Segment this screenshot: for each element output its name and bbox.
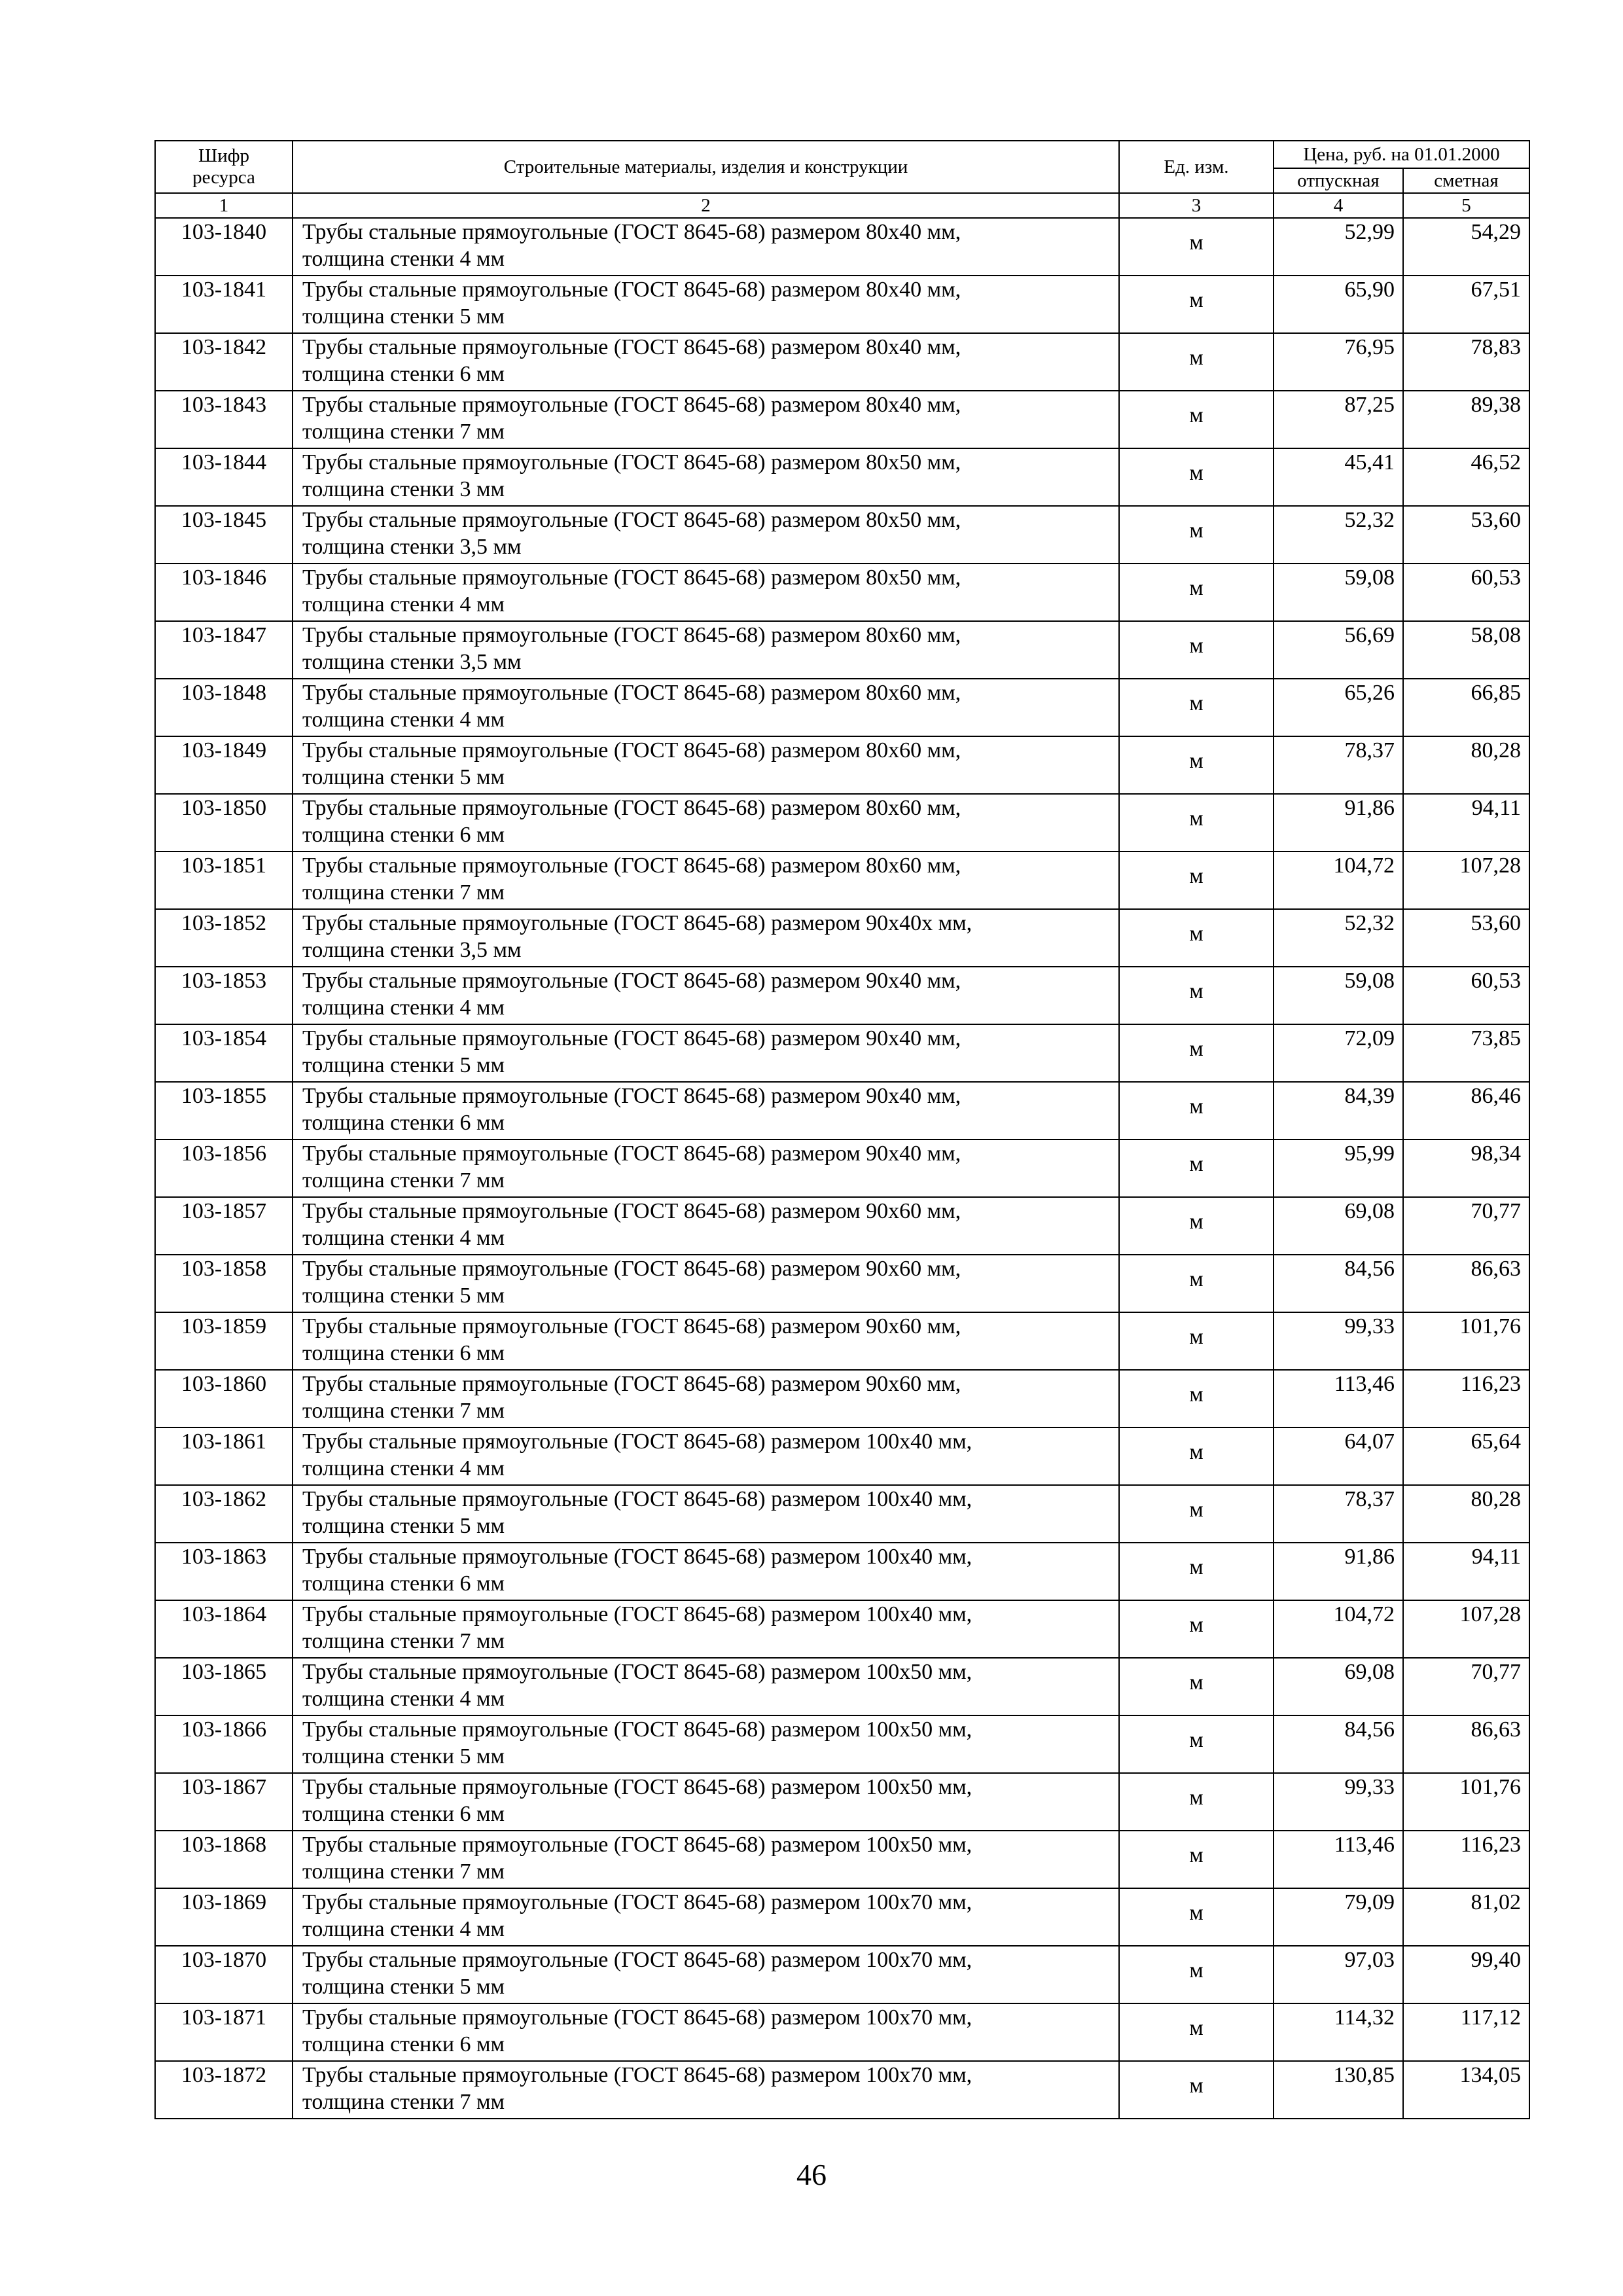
price-release: 65,26 [1274,679,1403,736]
material-name-line-1: Трубы стальные прямоугольные (ГОСТ 8645-68) размером 80х40 мм, [302,335,961,359]
material-name-line-2: толщина стенки 3,5 мм [302,650,522,674]
price-estimate: 81,02 [1403,1888,1529,1946]
table-row [155,679,1529,736]
unit: м [1119,1082,1274,1139]
price-release: 79,09 [1274,1888,1403,1946]
material-name-line-1: Трубы стальные прямоугольные (ГОСТ 8645-68) размером 80х60 мм, [302,623,961,647]
price-release: 104,72 [1274,1600,1403,1658]
material-name-line-1: Трубы стальные прямоугольные (ГОСТ 8645-68) размером 80х40 мм, [302,220,961,244]
material-name-line-2: толщина стенки 7 мм [302,1168,505,1193]
header-name: Строительные материалы, изделия и конструкции [293,141,1119,193]
resource-code: 103-1851 [155,852,293,909]
price-release: 64,07 [1274,1427,1403,1485]
material-name [293,1082,1119,1139]
material-name [293,1255,1119,1312]
resource-code: 103-1854 [155,1024,293,1082]
table-row [155,448,1529,506]
table-header [155,141,1529,218]
material-name-line-1: Трубы стальные прямоугольные (ГОСТ 8645-68) размером 90х60 мм, [302,1314,961,1338]
material-name [293,1715,1119,1773]
price-estimate: 116,23 [1403,1831,1529,1888]
table-row [155,333,1529,391]
resource-code: 103-1842 [155,333,293,391]
material-name-line-1: Трубы стальные прямоугольные (ГОСТ 8645-68) размером 100х40 мм, [302,1602,972,1626]
unit: м [1119,218,1274,276]
price-estimate: 99,40 [1403,1946,1529,2003]
resource-code: 103-1850 [155,794,293,852]
unit: м [1119,1485,1274,1543]
price-release: 113,46 [1274,1370,1403,1427]
header-price-release: отпускная [1274,168,1403,193]
material-name-line-2: толщина стенки 5 мм [302,1514,505,1538]
material-name-line-1: Трубы стальные прямоугольные (ГОСТ 8645-68) размером 100х70 мм, [302,2005,972,2030]
material-name [293,564,1119,621]
price-release: 84,39 [1274,1082,1403,1139]
price-release: 84,56 [1274,1715,1403,1773]
material-name-line-1: Трубы стальные прямоугольные (ГОСТ 8645-68) размером 90х40 мм, [302,1084,961,1108]
table-row [155,621,1529,679]
price-estimate: 116,23 [1403,1370,1529,1427]
table-row [155,506,1529,564]
resource-code: 103-1840 [155,218,293,276]
resource-code: 103-1845 [155,506,293,564]
material-name-line-2: толщина стенки 6 мм [302,1111,505,1135]
material-name-line-1: Трубы стальные прямоугольные (ГОСТ 8645-68) размером 100х50 мм, [302,1717,972,1742]
unit: м [1119,621,1274,679]
unit: м [1119,1658,1274,1715]
unit: м [1119,794,1274,852]
resource-code: 103-1843 [155,391,293,448]
header-col-number-3: 3 [1119,193,1274,218]
material-name-line-1: Трубы стальные прямоугольные (ГОСТ 8645-68) размером 80х60 мм, [302,681,961,705]
material-name-line-2: толщина стенки 6 мм [302,362,505,386]
unit: м [1119,1197,1274,1255]
price-release: 69,08 [1274,1197,1403,1255]
unit: м [1119,1600,1274,1658]
material-name-line-2: толщина стенки 4 мм [302,996,505,1020]
table-row [155,1427,1529,1485]
price-estimate: 107,28 [1403,1600,1529,1658]
header-col-number-5: 5 [1403,193,1529,218]
price-release: 76,95 [1274,333,1403,391]
material-name-line-1: Трубы стальные прямоугольные (ГОСТ 8645-68) размером 90х40х мм, [302,911,972,935]
price-estimate: 89,38 [1403,391,1529,448]
header-col-number-1: 1 [155,193,293,218]
price-estimate: 78,83 [1403,333,1529,391]
material-name-line-2: толщина стенки 3 мм [302,477,505,501]
table-row [155,2061,1529,2119]
price-release: 78,37 [1274,736,1403,794]
resource-code: 103-1852 [155,909,293,967]
price-release: 56,69 [1274,621,1403,679]
table-row [155,1485,1529,1543]
header-price: Цена, руб. на 01.01.2000 [1274,141,1529,168]
price-estimate: 86,46 [1403,1082,1529,1139]
resource-code: 103-1861 [155,1427,293,1485]
resource-code: 103-1870 [155,1946,293,2003]
material-name-line-2: толщина стенки 5 мм [302,1744,505,1768]
resource-code: 103-1848 [155,679,293,736]
price-release: 95,99 [1274,1139,1403,1197]
table-row [155,1888,1529,1946]
unit: м [1119,276,1274,333]
material-name-line-1: Трубы стальные прямоугольные (ГОСТ 8645-68) размером 80х60 мм, [302,853,961,878]
material-name-line-1: Трубы стальные прямоугольные (ГОСТ 8645-68) размером 80х50 мм, [302,565,961,590]
resource-code: 103-1867 [155,1773,293,1831]
price-estimate: 134,05 [1403,2061,1529,2119]
price-release: 130,85 [1274,2061,1403,2119]
material-name-line-1: Трубы стальные прямоугольные (ГОСТ 8645-68) размером 100х40 мм, [302,1487,972,1511]
resource-code: 103-1864 [155,1600,293,1658]
table-row [155,1773,1529,1831]
material-name-line-1: Трубы стальные прямоугольные (ГОСТ 8645-68) размером 90х40 мм, [302,1026,961,1050]
table-row [155,1600,1529,1658]
header-code: Шифр ресурса [155,141,293,193]
unit: м [1119,1139,1274,1197]
material-name-line-2: толщина стенки 6 мм [302,1341,505,1365]
resource-code: 103-1868 [155,1831,293,1888]
material-name-line-2: толщина стенки 4 мм [302,1687,505,1711]
price-estimate: 53,60 [1403,506,1529,564]
resource-code: 103-1855 [155,1082,293,1139]
price-release: 97,03 [1274,1946,1403,2003]
material-name [293,1946,1119,2003]
resource-code: 103-1872 [155,2061,293,2119]
material-name-line-2: толщина стенки 5 мм [302,1975,505,1999]
material-name-line-2: толщина стенки 6 мм [302,823,505,847]
material-name [293,218,1119,276]
material-name-line-2: толщина стенки 5 мм [302,765,505,789]
material-name [293,391,1119,448]
unit: м [1119,1888,1274,1946]
unit: м [1119,679,1274,736]
material-name [293,967,1119,1024]
price-release: 99,33 [1274,1312,1403,1370]
table-body [155,218,1529,2119]
header-unit: Ед. изм. [1119,141,1274,193]
material-name-line-1: Трубы стальные прямоугольные (ГОСТ 8645-68) размером 80х50 мм, [302,450,961,475]
table-row [155,909,1529,967]
material-name-line-2: толщина стенки 7 мм [302,1629,505,1653]
price-release: 59,08 [1274,967,1403,1024]
price-release: 69,08 [1274,1658,1403,1715]
material-name-line-1: Трубы стальные прямоугольные (ГОСТ 8645-68) размером 100х40 мм, [302,1545,972,1569]
unit: м [1119,2061,1274,2119]
material-name [293,736,1119,794]
price-estimate: 66,85 [1403,679,1529,736]
unit: м [1119,506,1274,564]
material-name-line-1: Трубы стальные прямоугольные (ГОСТ 8645-68) размером 80х40 мм, [302,278,961,302]
material-name-line-2: толщина стенки 7 мм [302,2090,505,2114]
price-estimate: 53,60 [1403,909,1529,967]
price-release: 114,32 [1274,2003,1403,2061]
material-name [293,1197,1119,1255]
price-release: 78,37 [1274,1485,1403,1543]
price-estimate: 101,76 [1403,1773,1529,1831]
material-name-line-2: толщина стенки 5 мм [302,1053,505,1077]
material-name-line-1: Трубы стальные прямоугольные (ГОСТ 8645-68) размером 100х70 мм, [302,2063,972,2087]
resource-code: 103-1866 [155,1715,293,1773]
table-row [155,391,1529,448]
price-estimate: 98,34 [1403,1139,1529,1197]
material-name [293,1427,1119,1485]
price-release: 87,25 [1274,391,1403,448]
price-estimate: 94,11 [1403,1543,1529,1600]
material-name-line-1: Трубы стальные прямоугольные (ГОСТ 8645-68) размером 80х60 мм, [302,796,961,820]
page-number: 46 [796,2158,827,2191]
price-release: 113,46 [1274,1831,1403,1888]
unit: м [1119,909,1274,967]
material-name-line-2: толщина стенки 7 мм [302,880,505,905]
material-name-line-2: толщина стенки 7 мм [302,1859,505,1884]
price-table [154,140,1530,2119]
table-row [155,1831,1529,1888]
material-name [293,2003,1119,2061]
material-name-line-2: толщина стенки 6 мм [302,1802,505,1826]
table-row [155,2003,1529,2061]
price-estimate: 67,51 [1403,276,1529,333]
unit: м [1119,391,1274,448]
unit: м [1119,736,1274,794]
material-name [293,1485,1119,1543]
resource-code: 103-1860 [155,1370,293,1427]
price-release: 59,08 [1274,564,1403,621]
material-name-line-1: Трубы стальные прямоугольные (ГОСТ 8645-68) размером 90х60 мм, [302,1372,961,1396]
table-row [155,1658,1529,1715]
material-name [293,679,1119,736]
resource-code: 103-1841 [155,276,293,333]
table-row [155,276,1529,333]
unit: м [1119,564,1274,621]
price-estimate: 46,52 [1403,448,1529,506]
table-row [155,1139,1529,1197]
unit: м [1119,333,1274,391]
material-name [293,333,1119,391]
material-name-line-2: толщина стенки 4 мм [302,1917,505,1941]
material-name-line-2: толщина стенки 6 мм [302,1571,505,1596]
price-estimate: 54,29 [1403,218,1529,276]
table-row [155,1543,1529,1600]
material-name [293,794,1119,852]
material-name-line-2: толщина стенки 4 мм [302,708,505,732]
table-row [155,1946,1529,2003]
material-name-line-1: Трубы стальные прямоугольные (ГОСТ 8645-68) размером 100х50 мм, [302,1660,972,1684]
material-name-line-2: толщина стенки 3,5 мм [302,938,522,962]
price-estimate: 101,76 [1403,1312,1529,1370]
resource-code: 103-1857 [155,1197,293,1255]
resource-code: 103-1847 [155,621,293,679]
price-release: 72,09 [1274,1024,1403,1082]
price-estimate: 86,63 [1403,1715,1529,1773]
material-name [293,276,1119,333]
material-name [293,621,1119,679]
resource-code: 103-1844 [155,448,293,506]
material-name-line-2: толщина стенки 3,5 мм [302,535,522,559]
price-estimate: 60,53 [1403,564,1529,621]
material-name [293,852,1119,909]
material-name-line-1: Трубы стальные прямоугольные (ГОСТ 8645-68) размером 100х50 мм, [302,1833,972,1857]
price-estimate: 80,28 [1403,736,1529,794]
price-estimate: 58,08 [1403,621,1529,679]
unit: м [1119,1543,1274,1600]
price-release: 99,33 [1274,1773,1403,1831]
resource-code: 103-1871 [155,2003,293,2061]
material-name [293,506,1119,564]
resource-code: 103-1853 [155,967,293,1024]
price-estimate: 107,28 [1403,852,1529,909]
header-price-estimate: сметная [1403,168,1529,193]
unit: м [1119,1024,1274,1082]
unit: м [1119,1773,1274,1831]
unit: м [1119,1946,1274,2003]
material-name [293,2061,1119,2119]
price-estimate: 117,12 [1403,2003,1529,2061]
material-name [293,1543,1119,1600]
material-name-line-2: толщина стенки 4 мм [302,1456,505,1480]
table-row [155,564,1529,621]
table-row [155,1370,1529,1427]
material-name [293,1773,1119,1831]
table-row [155,1715,1529,1773]
unit: м [1119,1255,1274,1312]
material-name-line-2: толщина стенки 5 мм [302,1283,505,1308]
header-col-number-4: 4 [1274,193,1403,218]
material-name-line-2: толщина стенки 7 мм [302,1399,505,1423]
unit: м [1119,448,1274,506]
material-name-line-1: Трубы стальные прямоугольные (ГОСТ 8645-68) размером 90х40 мм, [302,1141,961,1166]
material-name-line-1: Трубы стальные прямоугольные (ГОСТ 8645-68) размером 100х70 мм, [302,1890,972,1914]
material-name-line-1: Трубы стальные прямоугольные (ГОСТ 8645-68) размером 80х50 мм, [302,508,961,532]
material-name [293,1831,1119,1888]
resource-code: 103-1869 [155,1888,293,1946]
material-name [293,1888,1119,1946]
unit: м [1119,852,1274,909]
table-row [155,1024,1529,1082]
material-name-line-1: Трубы стальные прямоугольные (ГОСТ 8645-68) размером 100х70 мм, [302,1948,972,1972]
price-release: 52,32 [1274,909,1403,967]
price-release: 91,86 [1274,794,1403,852]
price-release: 65,90 [1274,276,1403,333]
price-estimate: 86,63 [1403,1255,1529,1312]
price-release: 52,32 [1274,506,1403,564]
table-row [155,1312,1529,1370]
resource-code: 103-1846 [155,564,293,621]
material-name [293,1139,1119,1197]
resource-code: 103-1858 [155,1255,293,1312]
unit: м [1119,1370,1274,1427]
price-estimate: 80,28 [1403,1485,1529,1543]
material-name-line-1: Трубы стальные прямоугольные (ГОСТ 8645-68) размером 80х60 мм, [302,738,961,762]
material-name [293,1600,1119,1658]
material-name [293,1312,1119,1370]
unit: м [1119,1831,1274,1888]
price-release: 91,86 [1274,1543,1403,1600]
price-release: 52,99 [1274,218,1403,276]
unit: м [1119,1312,1274,1370]
price-release: 45,41 [1274,448,1403,506]
table-row [155,1197,1529,1255]
price-estimate: 60,53 [1403,967,1529,1024]
material-name [293,1658,1119,1715]
header-col-number-2: 2 [293,193,1119,218]
material-name-line-2: толщина стенки 4 мм [302,247,505,271]
resource-code: 103-1849 [155,736,293,794]
unit: м [1119,1715,1274,1773]
price-estimate: 70,77 [1403,1197,1529,1255]
material-name-line-2: толщина стенки 7 мм [302,420,505,444]
table-row [155,852,1529,909]
resource-code: 103-1863 [155,1543,293,1600]
material-name-line-1: Трубы стальные прямоугольные (ГОСТ 8645-68) размером 80х40 мм, [302,393,961,417]
resource-code: 103-1856 [155,1139,293,1197]
material-name-line-1: Трубы стальные прямоугольные (ГОСТ 8645-68) размером 90х40 мм, [302,969,961,993]
material-name [293,448,1119,506]
table-row [155,967,1529,1024]
material-name-line-1: Трубы стальные прямоугольные (ГОСТ 8645-68) размером 90х60 мм, [302,1257,961,1281]
material-name [293,1024,1119,1082]
table-row [155,736,1529,794]
price-estimate: 73,85 [1403,1024,1529,1082]
price-estimate: 70,77 [1403,1658,1529,1715]
table-row [155,794,1529,852]
unit: м [1119,967,1274,1024]
material-name [293,909,1119,967]
material-name-line-2: толщина стенки 6 мм [302,2032,505,2056]
material-name [293,1370,1119,1427]
material-name-line-2: толщина стенки 4 мм [302,592,505,617]
material-name-line-1: Трубы стальные прямоугольные (ГОСТ 8645-68) размером 100х40 мм, [302,1429,972,1454]
price-release: 104,72 [1274,852,1403,909]
material-name-line-1: Трубы стальные прямоугольные (ГОСТ 8645-68) размером 90х60 мм, [302,1199,961,1223]
material-name-line-2: толщина стенки 4 мм [302,1226,505,1250]
resource-code: 103-1865 [155,1658,293,1715]
table-row [155,1082,1529,1139]
material-name-line-1: Трубы стальные прямоугольные (ГОСТ 8645-68) размером 100х50 мм, [302,1775,972,1799]
table-row [155,1255,1529,1312]
unit: м [1119,1427,1274,1485]
material-name-line-2: толщина стенки 5 мм [302,304,505,329]
price-estimate: 94,11 [1403,794,1529,852]
price-release: 84,56 [1274,1255,1403,1312]
price-estimate: 65,64 [1403,1427,1529,1485]
table-row [155,218,1529,276]
resource-code: 103-1859 [155,1312,293,1370]
resource-code: 103-1862 [155,1485,293,1543]
unit: м [1119,2003,1274,2061]
